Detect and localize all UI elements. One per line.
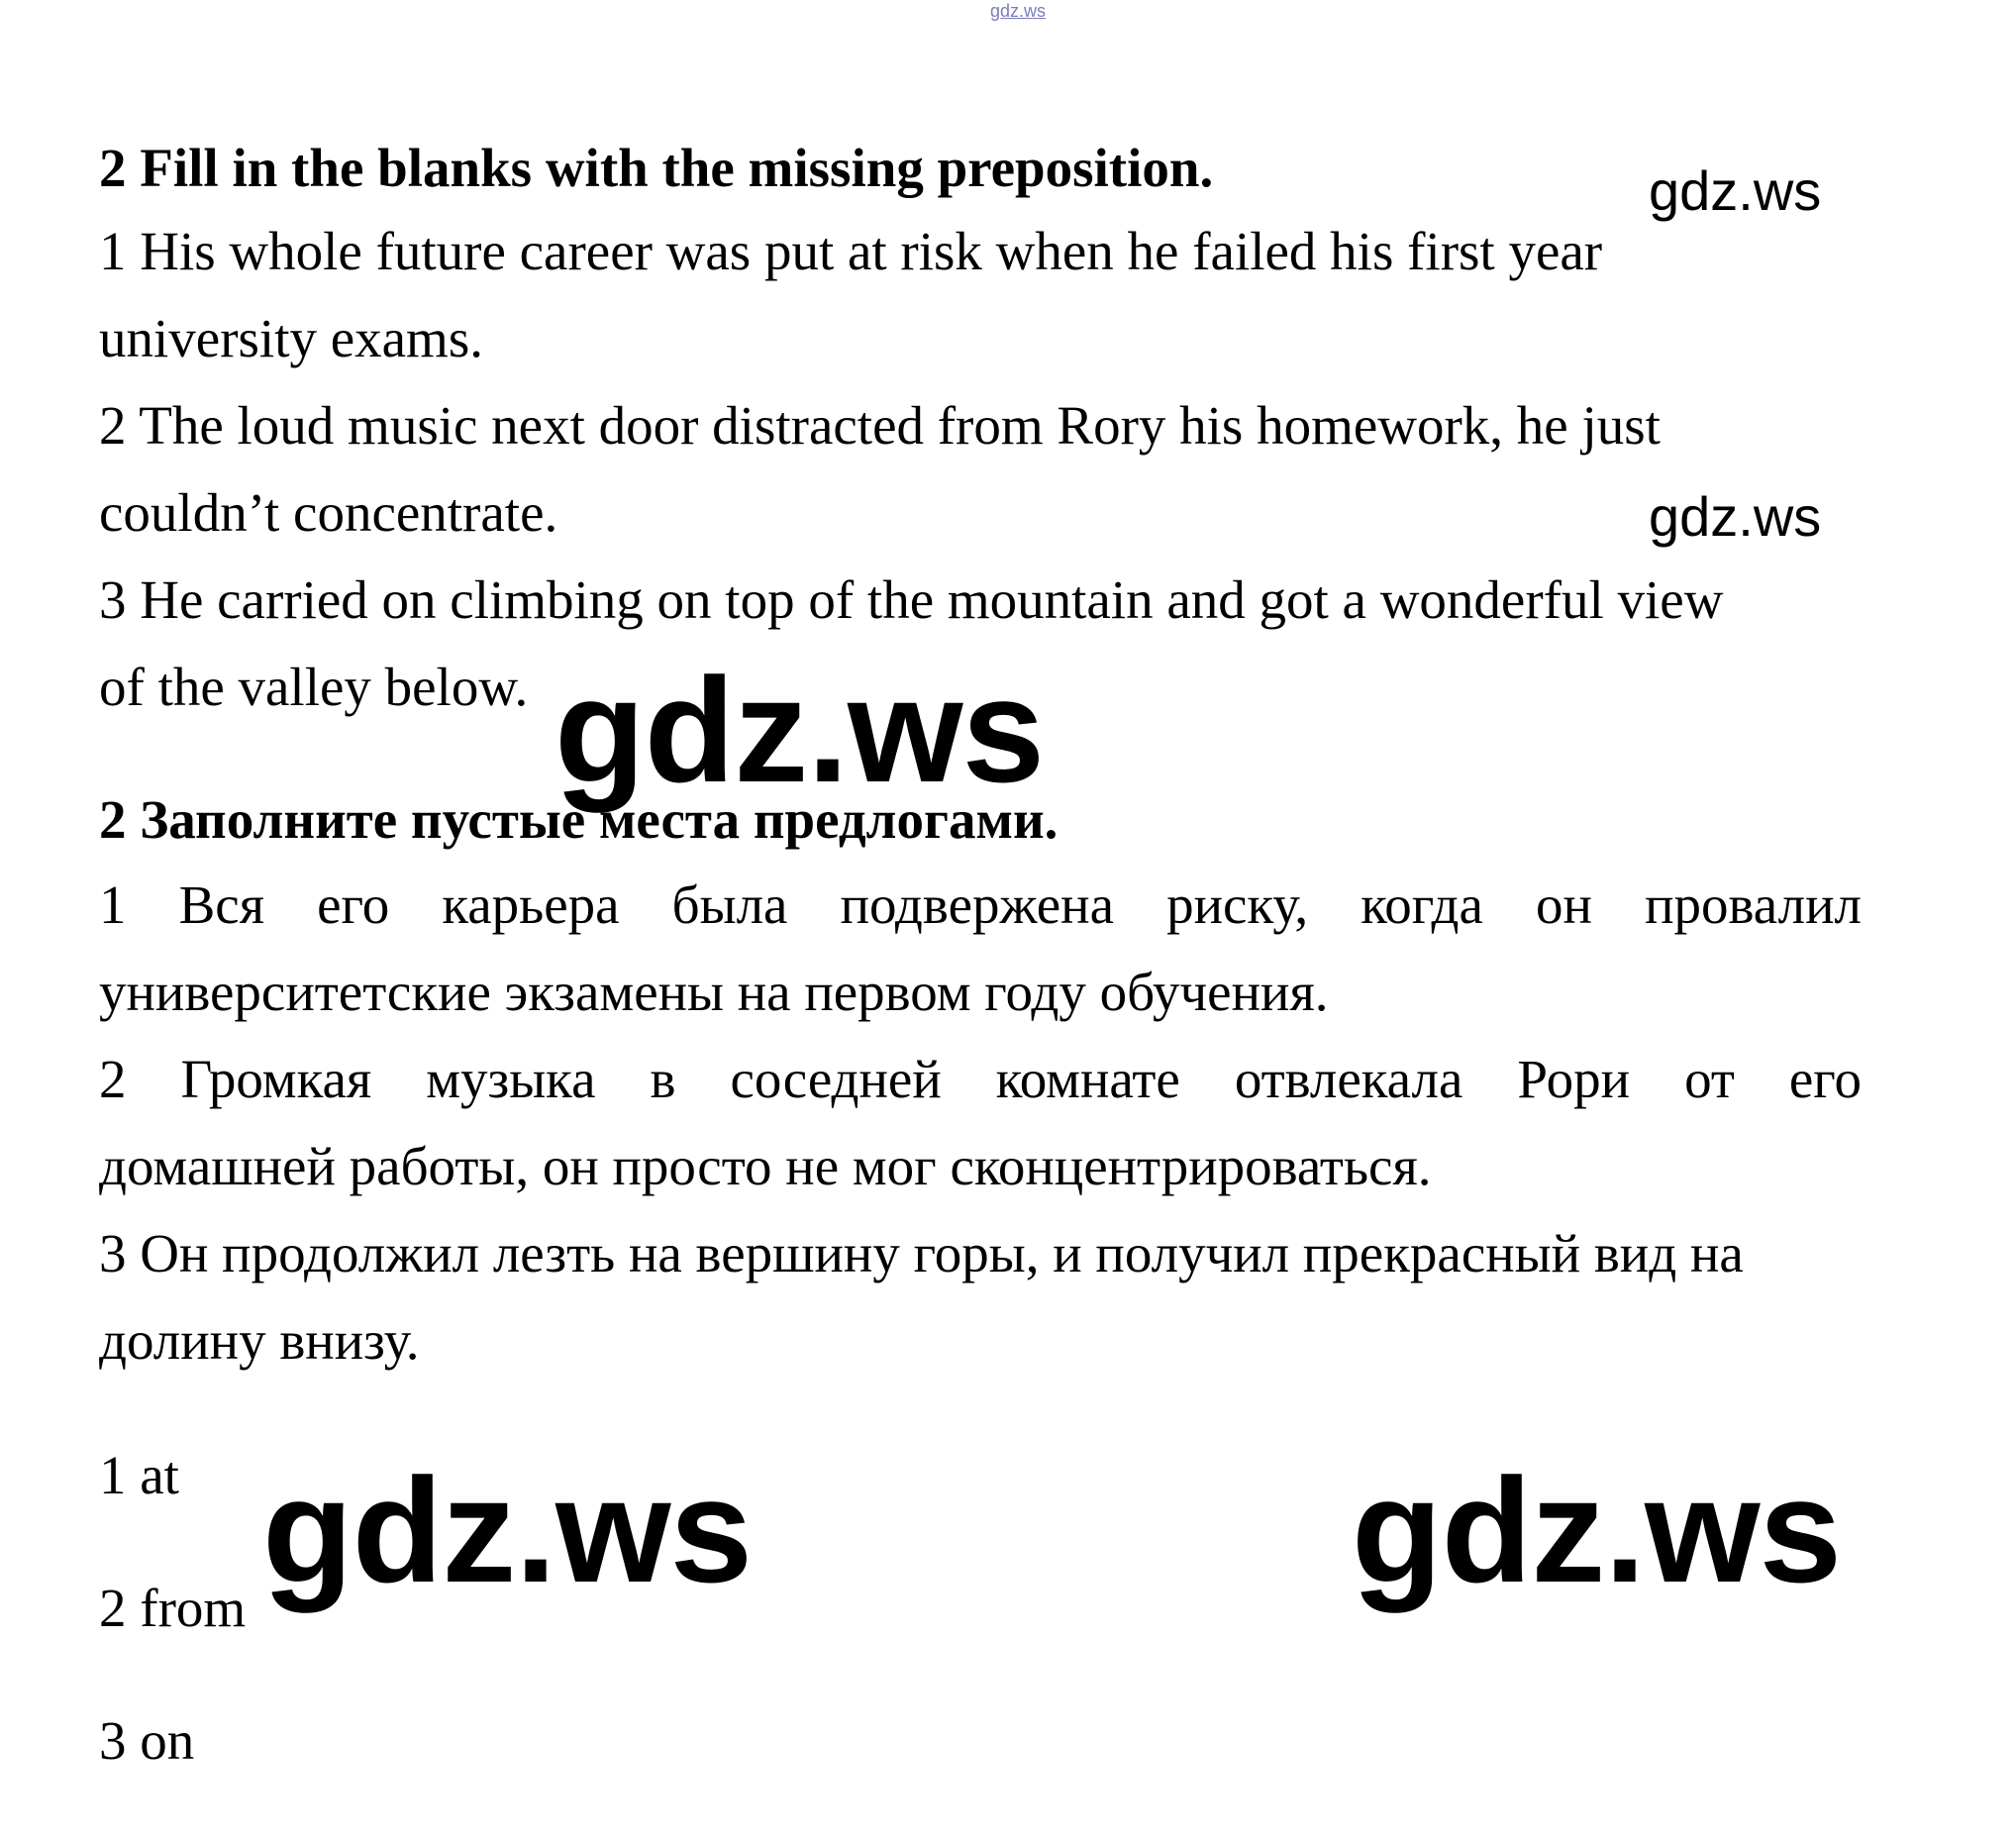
english-item-3-line-1: 3 He carried on climbing on top of the mountain and got a wonderful view	[99, 569, 1724, 630]
russian-heading: 2 Заполните пустые места предлогами.	[99, 789, 1058, 850]
english-item-2	[99, 382, 1862, 557]
english-item-1	[99, 208, 1862, 382]
watermark-top[interactable]: gdz.ws	[990, 1, 1047, 21]
russian-item-2-line-1: 2 Громкая музыка в соседней комнате отвлекала Рори от его	[99, 1049, 1862, 1109]
russian-item-3-line-2: долину внизу.	[99, 1310, 420, 1371]
watermark-right-2: gdz.ws	[1649, 485, 1822, 548]
russian-item-2	[99, 1036, 1862, 1210]
english-item-3-line-2: of the valley below.	[99, 657, 529, 717]
russian-item-1	[99, 862, 1862, 1036]
answer-3: 3 on	[99, 1710, 195, 1771]
answer-1: 1 at	[99, 1445, 179, 1505]
russian-item-2-line-2: домашней работы, он просто не мог сконцентрироваться.	[99, 1136, 1432, 1196]
russian-item-3-line-1: 3 Он продолжил лезть на вершину горы, и получил прекрасный вид на	[99, 1223, 1744, 1283]
answer-2: 2 from	[99, 1578, 247, 1638]
english-item-1-line-2: university exams.	[99, 308, 483, 368]
watermark-bottom-right: gdz.ws	[1352, 1447, 1842, 1613]
english-heading: 2 Fill in the blanks with the missing preposition.	[99, 138, 1214, 198]
russian-item-1-line-1: 1 Вся его карьера была подвержена риску, когда он провалил	[99, 874, 1862, 935]
watermark-bottom-left: gdz.ws	[262, 1447, 753, 1613]
english-item-2-line-1: 2 The loud music next door distracted from Rory his homework, he just	[99, 395, 1661, 456]
watermark-center: gdz.ws	[554, 647, 1045, 813]
watermark-right-1: gdz.ws	[1649, 159, 1822, 222]
english-item-2-line-2: couldn’t concentrate.	[99, 482, 558, 543]
russian-item-3	[99, 1210, 1862, 1384]
english-item-1-line-1: 1 His whole future career was put at risk when he failed his first year	[99, 221, 1603, 281]
russian-item-1-line-2: университетские экзамены на первом году обучения.	[99, 962, 1329, 1022]
